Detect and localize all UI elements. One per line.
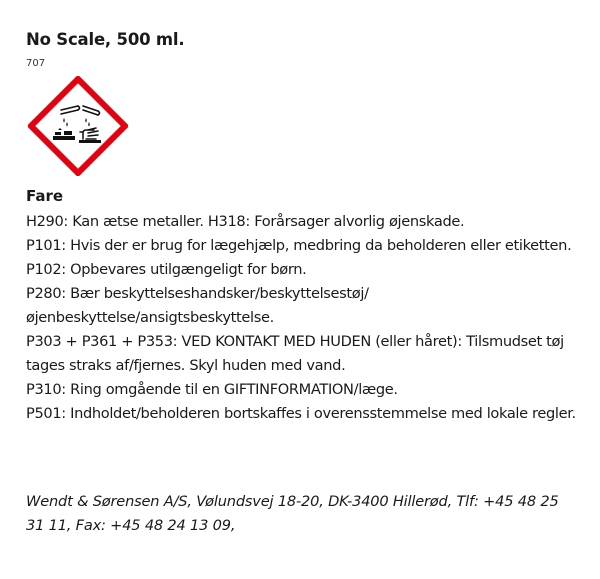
- precaution-statement-p303-p361-p353: P303 + P361 + P353: VED KONTAKT MED HUDEN (eller håret): Tilsmudset tøj tages straks af/fjernes. Skyl huden med vand.: [26, 333, 564, 374]
- precaution-statement-p501: P501: Indholdet/beholderen bortskaffes i overensstemmelse med lokale regler.: [26, 405, 576, 422]
- hazard-statements: [26, 210, 586, 426]
- corrosion-icon: [28, 76, 128, 176]
- supplier-info: Wendt & Sørensen A/S, Vølundsvej 18-20, DK-3400 Hillerød, Tlf: +45 48 25 31 11, Fax: +45 48 24 13 09,: [26, 493, 559, 534]
- product-code: 707: [26, 58, 46, 69]
- precaution-statement-p280: P280: Bær beskyttelseshandsker/beskyttelsestøj/ øjenbeskyttelse/ansigtsbeskyttelse.: [26, 285, 369, 326]
- precaution-statement-p102: P102: Opbevares utilgængeligt for børn.: [26, 261, 307, 278]
- hazard-statement-h290-h318: H290: Kan ætse metaller. H318: Forårsager alvorlig øjenskade.: [26, 213, 465, 230]
- signal-word: Fare: [26, 187, 64, 205]
- precaution-statement-p101: P101: Hvis der er brug for lægehjælp, medbring da beholderen eller etiketten.: [26, 237, 572, 254]
- product-title: No Scale, 500 ml.: [26, 30, 185, 49]
- precaution-statement-p310: P310: Ring omgående til en GIFTINFORMATION/læge.: [26, 381, 398, 398]
